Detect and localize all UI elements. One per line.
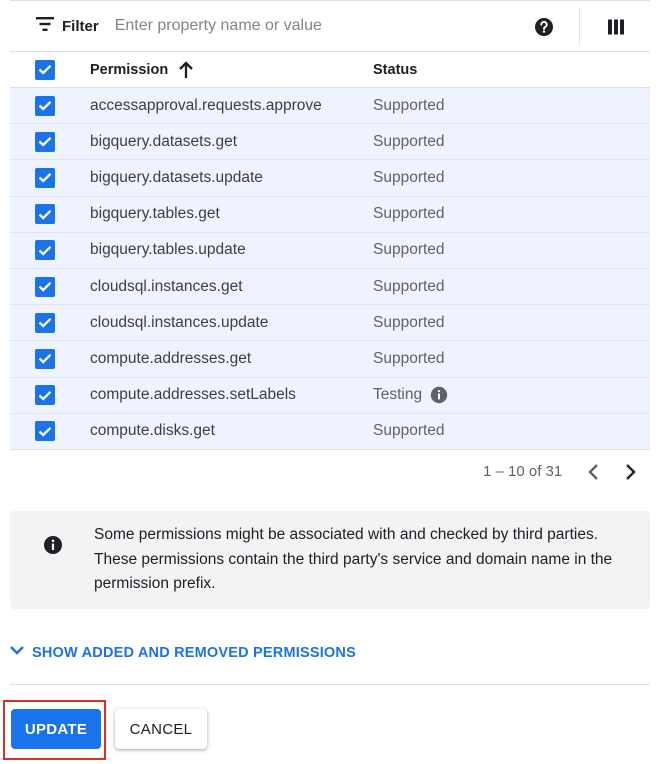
filter-bar <box>10 0 650 52</box>
status-column-header[interactable]: Status <box>373 61 418 78</box>
third-party-notice <box>10 511 650 609</box>
permission-name: cloudsql.instances.update <box>90 313 269 331</box>
chevron-right-icon[interactable] <box>618 460 642 484</box>
status-cell <box>373 241 445 259</box>
status-cell <box>373 97 445 115</box>
status-cell <box>373 386 448 404</box>
status-text: Supported <box>373 132 445 150</box>
help-icon[interactable] <box>534 17 554 37</box>
table-row[interactable] <box>10 305 650 341</box>
cancel-button[interactable]: CANCEL <box>115 709 207 749</box>
permission-column-header[interactable]: Permission <box>90 61 373 79</box>
filter-label: Filter <box>62 17 99 35</box>
permission-name: compute.disks.get <box>90 422 215 440</box>
toolbar-divider <box>579 7 580 45</box>
status-cell <box>373 314 445 332</box>
status-cell <box>373 205 445 223</box>
status-text: Supported <box>373 277 445 295</box>
show-added-removed-toggle[interactable] <box>8 641 356 664</box>
status-cell <box>373 169 445 187</box>
filter-input[interactable] <box>115 17 495 35</box>
table-header <box>10 52 650 88</box>
pagination <box>10 460 650 484</box>
permissions-table <box>10 52 650 450</box>
table-row[interactable] <box>10 233 650 269</box>
row-checkbox[interactable] <box>35 385 55 405</box>
row-checkbox[interactable] <box>35 204 55 224</box>
status-cell <box>373 350 445 368</box>
select-all-checkbox[interactable] <box>35 60 55 80</box>
status-cell <box>373 278 445 296</box>
filter-icon <box>36 17 54 36</box>
update-button[interactable]: UPDATE <box>11 709 101 749</box>
status-cell <box>373 422 445 440</box>
status-text: Supported <box>373 96 445 114</box>
status-text: Testing <box>373 386 423 404</box>
filter-button[interactable] <box>36 17 99 36</box>
page-range: 1 – 10 of 31 <box>483 463 563 480</box>
permission-name: bigquery.tables.get <box>90 205 220 223</box>
notice-text: Some permissions might be associated with and checked by third parties. These permissions contain the third party's service and domain name in the permission prefix. <box>94 526 613 592</box>
row-checkbox[interactable] <box>35 313 55 333</box>
table-row[interactable] <box>10 269 650 305</box>
row-checkbox[interactable] <box>35 349 55 369</box>
status-text: Supported <box>373 349 445 367</box>
toggle-label: SHOW ADDED AND REMOVED PERMISSIONS <box>32 644 356 661</box>
permission-name: accessapproval.requests.approve <box>90 96 322 114</box>
table-row[interactable] <box>10 197 650 233</box>
table-row[interactable] <box>10 124 650 160</box>
permission-name: bigquery.tables.update <box>90 241 246 259</box>
table-row[interactable] <box>10 341 650 377</box>
status-text: Supported <box>373 168 445 186</box>
row-checkbox[interactable] <box>35 421 55 441</box>
permission-name: cloudsql.instances.get <box>90 277 243 295</box>
row-checkbox[interactable] <box>35 168 55 188</box>
table-row[interactable] <box>10 160 650 196</box>
sort-arrow-up-icon[interactable] <box>178 61 194 79</box>
info-icon <box>43 535 63 555</box>
permission-name: compute.addresses.get <box>90 349 252 367</box>
chevron-left-icon[interactable] <box>582 460 606 484</box>
status-cell <box>373 133 445 151</box>
table-row[interactable] <box>10 88 650 124</box>
chevron-down-icon <box>8 641 26 664</box>
table-row[interactable] <box>10 414 650 450</box>
status-text: Supported <box>373 205 445 223</box>
row-checkbox[interactable] <box>35 240 55 260</box>
row-checkbox[interactable] <box>35 96 55 116</box>
status-text: Supported <box>373 422 445 440</box>
info-icon[interactable] <box>430 386 448 404</box>
table-row[interactable] <box>10 378 650 414</box>
status-text: Supported <box>373 241 445 259</box>
permission-name: bigquery.datasets.update <box>90 168 263 186</box>
permission-name: bigquery.datasets.get <box>90 132 238 150</box>
status-text: Supported <box>373 313 445 331</box>
row-checkbox[interactable] <box>35 132 55 152</box>
row-checkbox[interactable] <box>35 277 55 297</box>
permission-name: compute.addresses.setLabels <box>90 386 296 404</box>
column-display-icon[interactable] <box>605 16 627 38</box>
table-body <box>10 88 650 450</box>
divider <box>10 684 650 685</box>
